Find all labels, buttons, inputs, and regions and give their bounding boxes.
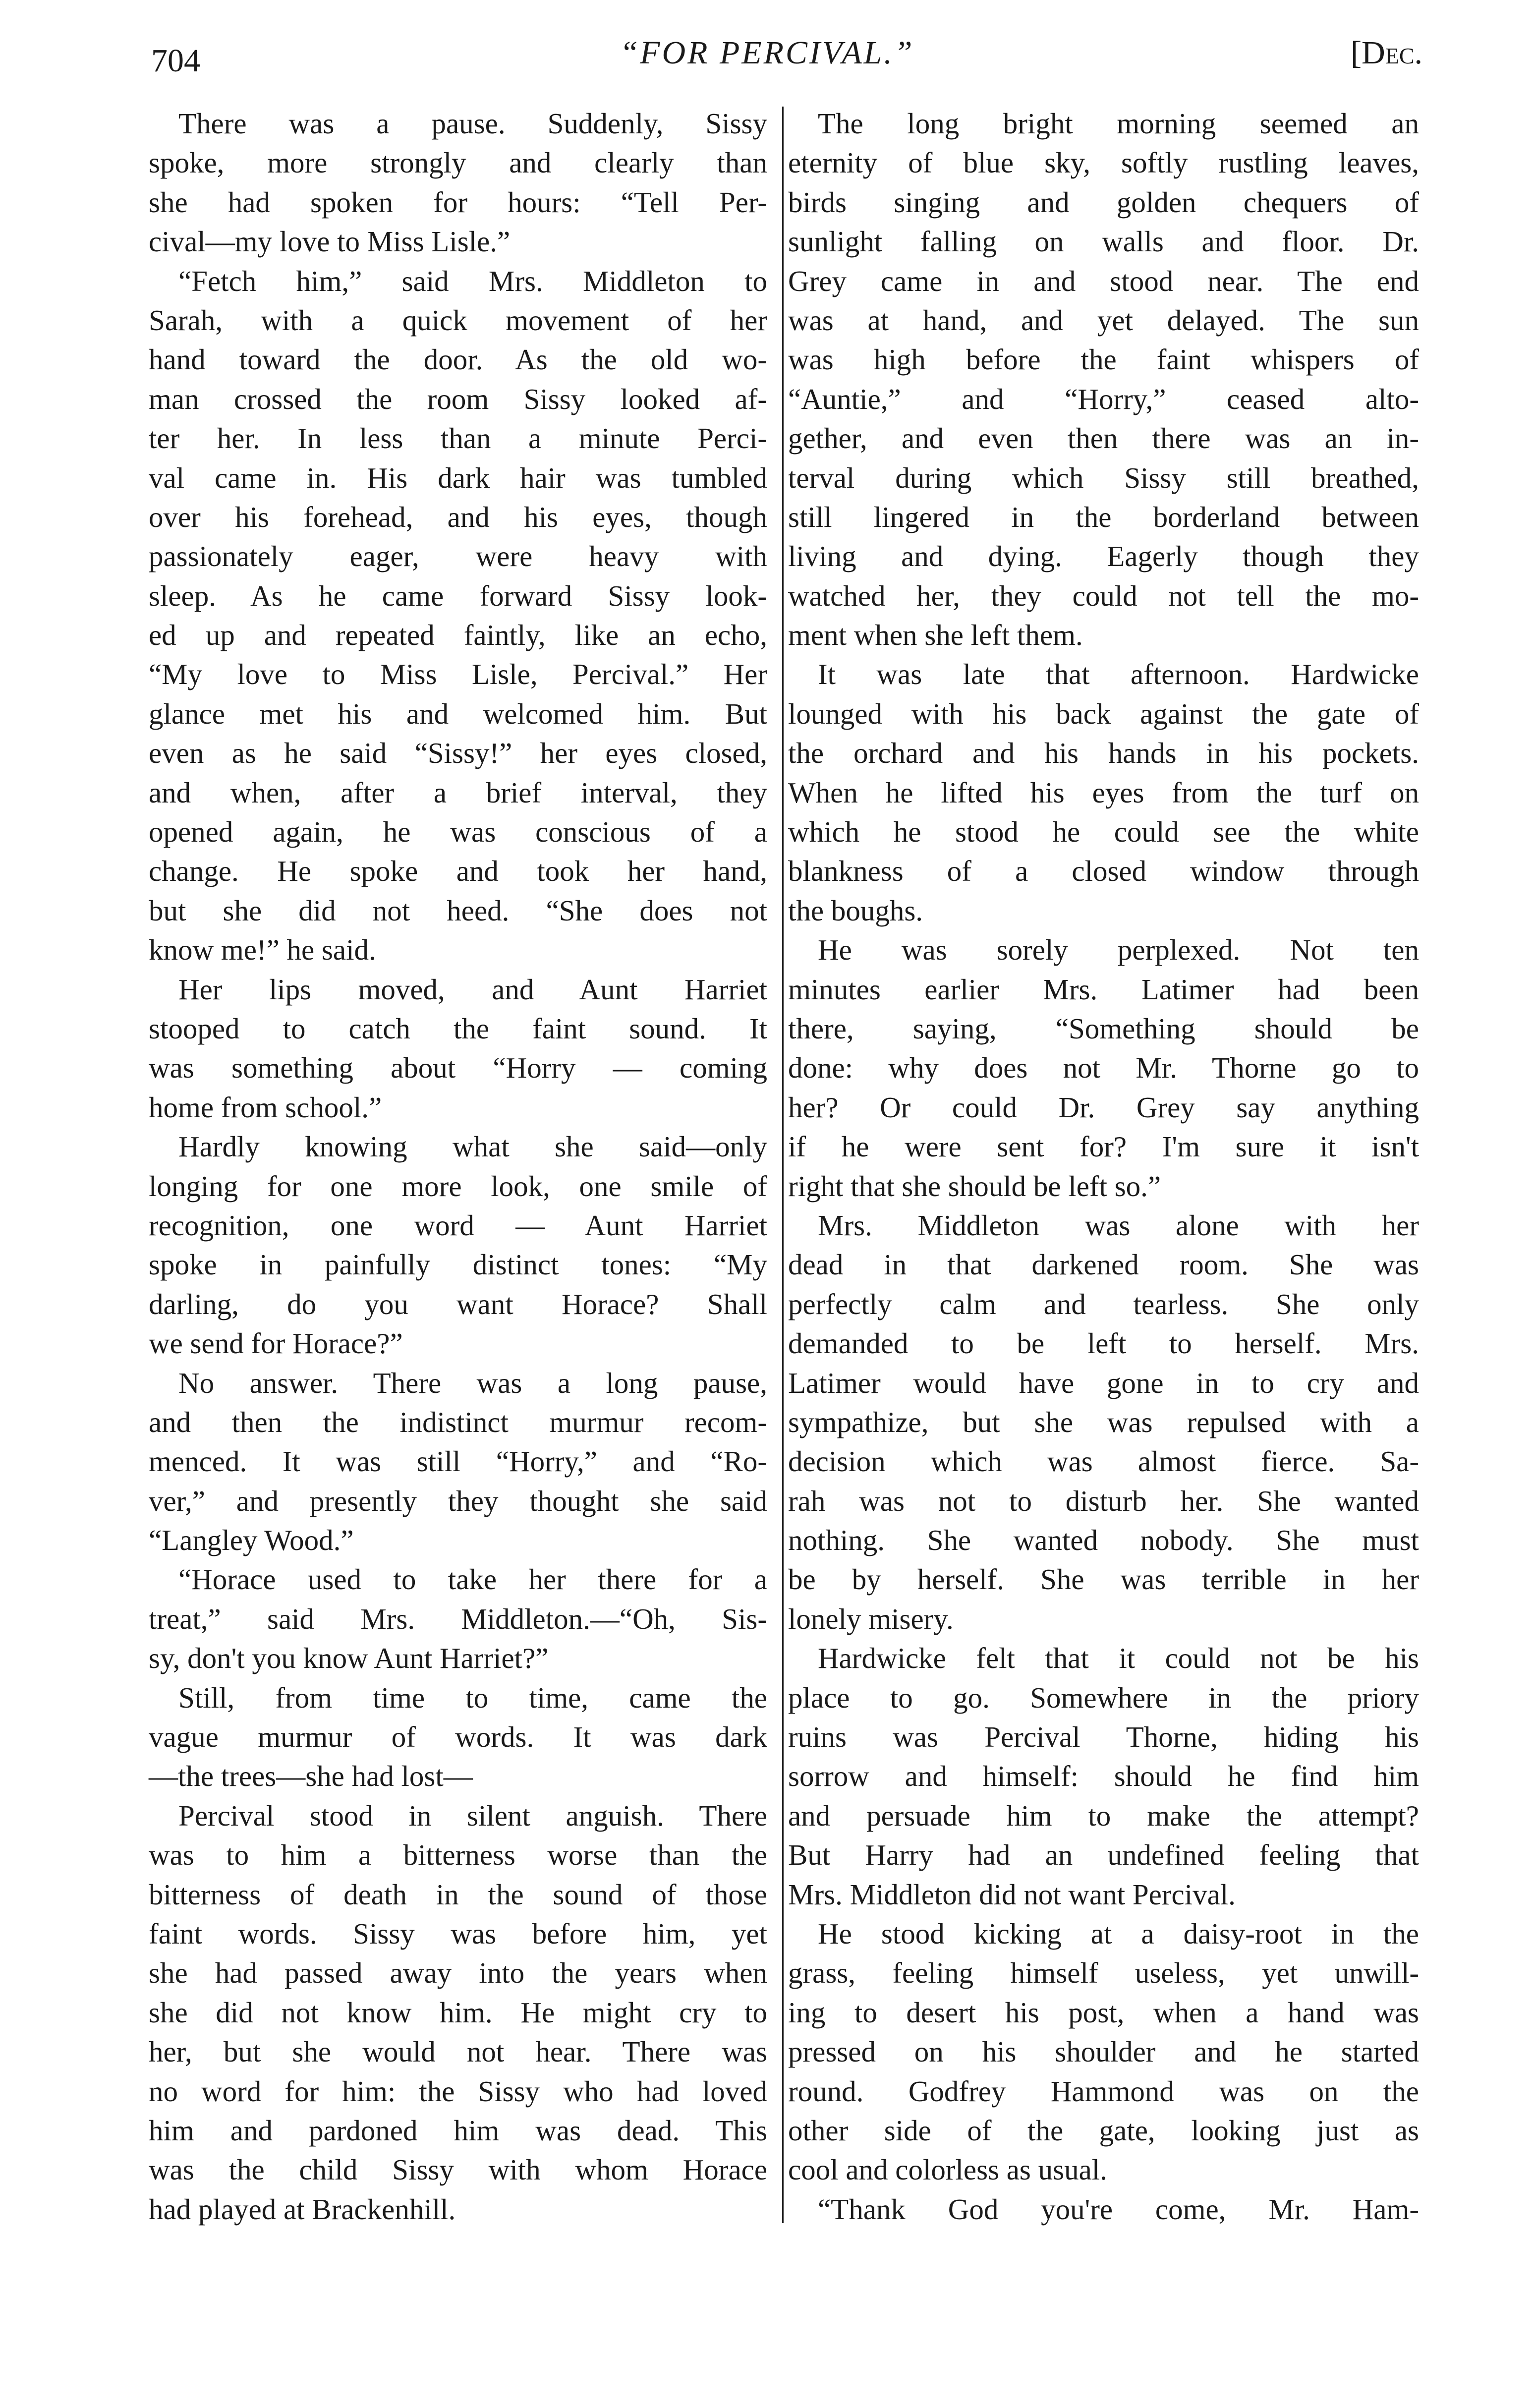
text-line: change. He spoke and took her hand,	[149, 855, 767, 888]
text-line: Her lips moved, and Aunt Harriet	[178, 973, 767, 1006]
text-line: “Horace used to take her there for a	[178, 1563, 767, 1596]
text-line: Sarah, with a quick movement of her	[149, 303, 767, 337]
text-line: him and pardoned him was dead. This	[149, 2114, 767, 2147]
text-line: rah was not to disturb her. She wanted	[788, 1484, 1419, 1517]
text-line: and then the indistinct murmur recom-	[149, 1405, 767, 1438]
text-line: over his forehead, and his eyes, though	[149, 500, 767, 533]
text-line: we send for Horace?”	[149, 1327, 403, 1360]
running-title: “FOR PERCIVAL.”	[620, 35, 914, 71]
text-line: was something about “Horry — coming	[149, 1051, 767, 1085]
right-column	[788, 104, 1419, 2229]
text-line: man crossed the room Sissy looked af-	[149, 382, 767, 415]
text-line: There was a pause. Suddenly, Sissy	[178, 107, 767, 140]
text-line: cival—my love to Miss Lisle.”	[149, 225, 511, 258]
text-line: sorrow and himself: should he find him	[788, 1760, 1419, 1793]
text-line: ver,” and presently they thought she said	[149, 1484, 767, 1517]
text-line: and persuade him to make the attempt?	[788, 1799, 1419, 1832]
paragraph	[788, 655, 1419, 930]
page-number: 704	[151, 43, 200, 79]
text-line: faint words. Sissy was before him, yet	[149, 1917, 767, 1950]
column-divider	[782, 107, 784, 2223]
text-line: which he stood he could see the white	[788, 815, 1419, 849]
text-line: lounged with his back against the gate of	[788, 697, 1419, 730]
text-line: pressed on his shoulder and he started	[788, 2035, 1419, 2068]
paragraph	[149, 1560, 767, 1678]
text-line: sunlight falling on walls and floor. Dr.	[788, 225, 1419, 258]
text-line: stooped to catch the faint sound. It	[149, 1012, 767, 1045]
text-line: It was late that afternoon. Hardwicke	[818, 658, 1419, 691]
paragraph	[788, 1206, 1419, 1639]
paragraph	[149, 1678, 767, 1796]
paragraph	[788, 1639, 1419, 1914]
text-line: “Auntie,” and “Horry,” ceased alto-	[788, 382, 1419, 415]
text-line: grass, feeling himself useless, yet unwill-	[788, 1956, 1419, 1990]
text-line: no word for him: the Sissy who had loved	[149, 2074, 767, 2108]
text-line: passionately eager, were heavy with	[149, 540, 767, 573]
text-line: ment when she left them.	[788, 619, 1083, 652]
text-line: bitterness of death in the sound of those	[149, 1878, 767, 1911]
text-line: But Harry had an undefined feeling that	[788, 1838, 1419, 1872]
text-line: even as he said “Sissy!” her eyes closed,	[149, 737, 767, 770]
text-line: round. Godfrey Hammond was on the	[788, 2074, 1419, 2108]
text-line: Grey came in and stood near. The end	[788, 264, 1419, 297]
text-line: darling, do you want Horace? Shall	[149, 1287, 767, 1320]
text-line: Mrs. Middleton did not want Percival.	[788, 1878, 1236, 1911]
text-line: there, saying, “Something should be	[788, 1012, 1419, 1045]
text-line: place to go. Somewhere in the priory	[788, 1681, 1419, 1714]
text-line: right that she should be left so.”	[788, 1169, 1161, 1203]
text-line: —the trees—she had lost—	[149, 1760, 473, 1793]
text-line: ed up and repeated faintly, like an echo,	[149, 619, 767, 652]
text-line: Hardly knowing what she said—only	[178, 1130, 767, 1163]
text-line: if he were sent for? I'm sure it isn't	[788, 1130, 1419, 1163]
paragraph	[149, 1364, 767, 1560]
paragraph	[149, 104, 767, 262]
text-line: He was sorely perplexed. Not ten	[818, 933, 1419, 967]
text-line: He stood kicking at a daisy-root in the	[818, 1917, 1419, 1950]
text-line: sleep. As he came forward Sissy look-	[149, 579, 767, 612]
running-date: [Dec.	[1351, 35, 1422, 71]
text-line: Percival stood in silent anguish. There	[178, 1799, 767, 1832]
text-line: was high before the faint whispers of	[788, 343, 1419, 376]
text-line: she had spoken for hours: “Tell Per-	[149, 185, 767, 219]
text-line: vague murmur of words. It was dark	[149, 1720, 767, 1754]
text-line: her, but she would not hear. There was	[149, 2035, 767, 2068]
text-line: her? Or could Dr. Grey say anything	[788, 1090, 1419, 1124]
text-line: eternity of blue sky, softly rustling leaves,	[788, 146, 1419, 179]
paragraph	[149, 1796, 767, 2229]
text-line: minutes earlier Mrs. Latimer had been	[788, 973, 1419, 1006]
text-line: birds singing and golden chequers of	[788, 185, 1419, 219]
paragraph	[788, 1914, 1419, 2190]
text-line: Mrs. Middleton was alone with her	[818, 1208, 1419, 1242]
text-line: glance met his and welcomed him. But	[149, 697, 767, 730]
text-line: had played at Brackenhill.	[149, 2192, 456, 2226]
text-line: val came in. His dark hair was tumbled	[149, 461, 767, 494]
text-line: menced. It was still “Horry,” and “Ro-	[149, 1445, 767, 1478]
text-line: Latimer would have gone in to cry and	[788, 1366, 1419, 1399]
text-line: and when, after a brief interval, they	[149, 776, 767, 809]
text-line: the orchard and his hands in his pockets.	[788, 737, 1419, 770]
text-line: Still, from time to time, came the	[178, 1681, 767, 1714]
text-line: recognition, one word — Aunt Harriet	[149, 1208, 767, 1242]
text-line: “Thank God you're come, Mr. Ham-	[818, 2192, 1419, 2226]
text-line: lonely misery.	[788, 1602, 954, 1635]
text-line: done: why does not Mr. Thorne go to	[788, 1051, 1419, 1085]
text-line: the boughs.	[788, 894, 923, 927]
paragraph	[149, 970, 767, 1128]
text-line: sympathize, but she was repulsed with a	[788, 1405, 1419, 1438]
paragraph	[788, 930, 1419, 1206]
text-line: cool and colorless as usual.	[788, 2153, 1107, 2186]
text-line: spoke in painfully distinct tones: “My	[149, 1248, 767, 1281]
text-line: living and dying. Eagerly though they	[788, 540, 1419, 573]
paragraph	[788, 104, 1419, 655]
text-line: hand toward the door. As the old wo-	[149, 343, 767, 376]
text-line: ter her. In less than a minute Perci-	[149, 422, 767, 455]
text-line: spoke, more strongly and clearly than	[149, 146, 767, 179]
text-line: “My love to Miss Lisle, Percival.” Her	[149, 658, 767, 691]
text-line: No answer. There was a long pause,	[178, 1366, 767, 1399]
text-line: but she did not heed. “She does not	[149, 894, 767, 927]
text-line: be by herself. She was terrible in her	[788, 1563, 1419, 1596]
text-line: When he lifted his eyes from the turf on	[788, 776, 1419, 809]
text-line: “Fetch him,” said Mrs. Middleton to	[178, 264, 767, 297]
text-line: she did not know him. He might cry to	[149, 1996, 767, 2029]
text-line: blankness of a closed window through	[788, 855, 1419, 888]
text-line: dead in that darkened room. She was	[788, 1248, 1419, 1281]
text-line: The long bright morning seemed an	[818, 107, 1419, 140]
text-line: she had passed away into the years when	[149, 1956, 767, 1990]
text-line: “Langley Wood.”	[149, 1524, 354, 1557]
text-line: perfectly calm and tearless. She only	[788, 1287, 1419, 1320]
text-line: ing to desert his post, when a hand was	[788, 1996, 1419, 2029]
text-line: longing for one more look, one smile of	[149, 1169, 767, 1203]
text-line: know me!” he said.	[149, 933, 376, 967]
text-line: other side of the gate, looking just as	[788, 2114, 1419, 2147]
text-line: gether, and even then there was an in-	[788, 422, 1419, 455]
left-column	[149, 104, 767, 2229]
text-line: was at hand, and yet delayed. The sun	[788, 303, 1419, 337]
paragraph	[149, 262, 767, 970]
text-line: ruins was Percival Thorne, hiding his	[788, 1720, 1419, 1754]
text-line: decision which was almost fierce. Sa-	[788, 1445, 1419, 1478]
text-line: still lingered in the borderland between	[788, 500, 1419, 533]
text-line: treat,” said Mrs. Middleton.—“Oh, Sis-	[149, 1602, 767, 1635]
text-line: sy, don't you know Aunt Harriet?”	[149, 1642, 549, 1675]
text-line: opened again, he was conscious of a	[149, 815, 767, 849]
text-line: was the child Sissy with whom Horace	[149, 2153, 767, 2186]
text-line: home from school.”	[149, 1090, 382, 1124]
text-line: was to him a bitterness worse than the	[149, 1838, 767, 1872]
paragraph	[788, 2190, 1419, 2229]
text-line: watched her, they could not tell the mo-	[788, 579, 1419, 612]
paragraph	[149, 1127, 767, 1363]
text-line: terval during which Sissy still breathed,	[788, 461, 1419, 494]
text-line: nothing. She wanted nobody. She must	[788, 1524, 1419, 1557]
text-line: demanded to be left to herself. Mrs.	[788, 1327, 1419, 1360]
text-line: Hardwicke felt that it could not be his	[818, 1642, 1419, 1675]
